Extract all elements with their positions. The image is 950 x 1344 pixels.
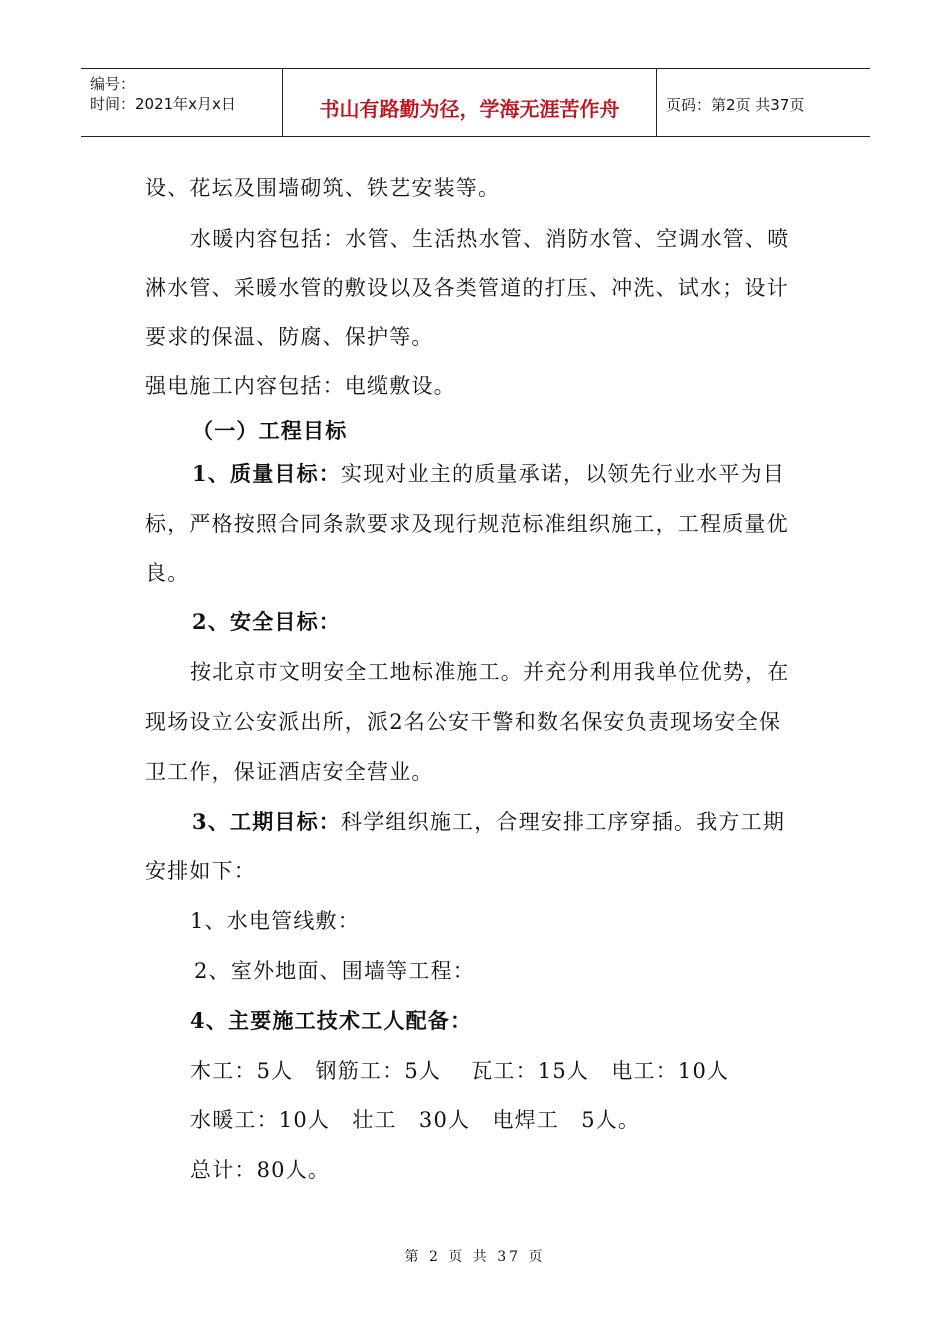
body-line: 良。 [145, 561, 190, 585]
document-number-label: 编号： [90, 75, 136, 93]
workers-total: 总计：80人。 [190, 1158, 331, 1182]
header-table [81, 68, 870, 137]
body-line: 要求的保温、防腐、保护等。 [145, 325, 434, 349]
body-line: 设、花坛及围墙砌筑、铁艺安装等。 [145, 176, 501, 200]
workers-heading: 4、主要施工技术工人配备： [190, 1008, 473, 1033]
quality-goal-line [192, 458, 785, 488]
body-line: 水暖内容包括：水管、生活热水管、消防水管、空调水管、喷 [190, 227, 790, 251]
list-item: 1、水电管线敷： [190, 909, 360, 933]
body-line: 卫工作，保证酒店安全营业。 [145, 760, 434, 784]
workers-line: 木工：5人 钢筋工：5人 瓦工：15人 电工：10人 [190, 1059, 730, 1083]
schedule-goal-line [192, 806, 785, 836]
page-footer: 第 2 页 共 37 页 [404, 1249, 546, 1265]
section-heading: （一）工程目标 [192, 418, 348, 443]
header-page-cell [657, 69, 870, 136]
list-item: 2、室外地面、围墙等工程： [194, 959, 475, 983]
quality-goal-label: 1、质量目标： [192, 461, 342, 486]
body-line: 标，严格按照合同条款要求及现行规范标准组织施工，工程质量优 [145, 512, 789, 536]
schedule-goal-label: 3、工期目标： [192, 809, 342, 834]
header-motto: 书山有路勤为径，学海无涯苦作舟 [319, 97, 620, 121]
safety-goal-label: 2、安全目标： [192, 609, 342, 634]
body-line: 现场设立公安派出所，派2名公安干警和数名保安负责现场安全保 [145, 710, 782, 734]
header-info-cell [81, 69, 283, 136]
body-line: 安排如下： [145, 859, 256, 883]
body-line: 按北京市文明安全工地标准施工。并充分利用我单位优势，在 [190, 660, 790, 684]
header-page-info: 页码：第2页 共37页 [666, 96, 805, 114]
body-line: 强电施工内容包括：电缆敷设。 [145, 374, 456, 398]
header-motto-cell [283, 69, 657, 136]
quality-goal-text: 实现对业主的质量承诺，以领先行业水平为目 [341, 462, 786, 486]
body-line: 淋水管、采暖水管的敷设以及各类管道的打压、冲洗、试水；设计 [145, 276, 789, 300]
schedule-goal-text: 科学组织施工，合理安排工序穿插。我方工期 [341, 810, 786, 834]
workers-line: 水暖工：10人 壮工 30人 电焊工 5人。 [190, 1108, 641, 1132]
document-date-label: 时间：2021年x月x日 [90, 95, 236, 113]
